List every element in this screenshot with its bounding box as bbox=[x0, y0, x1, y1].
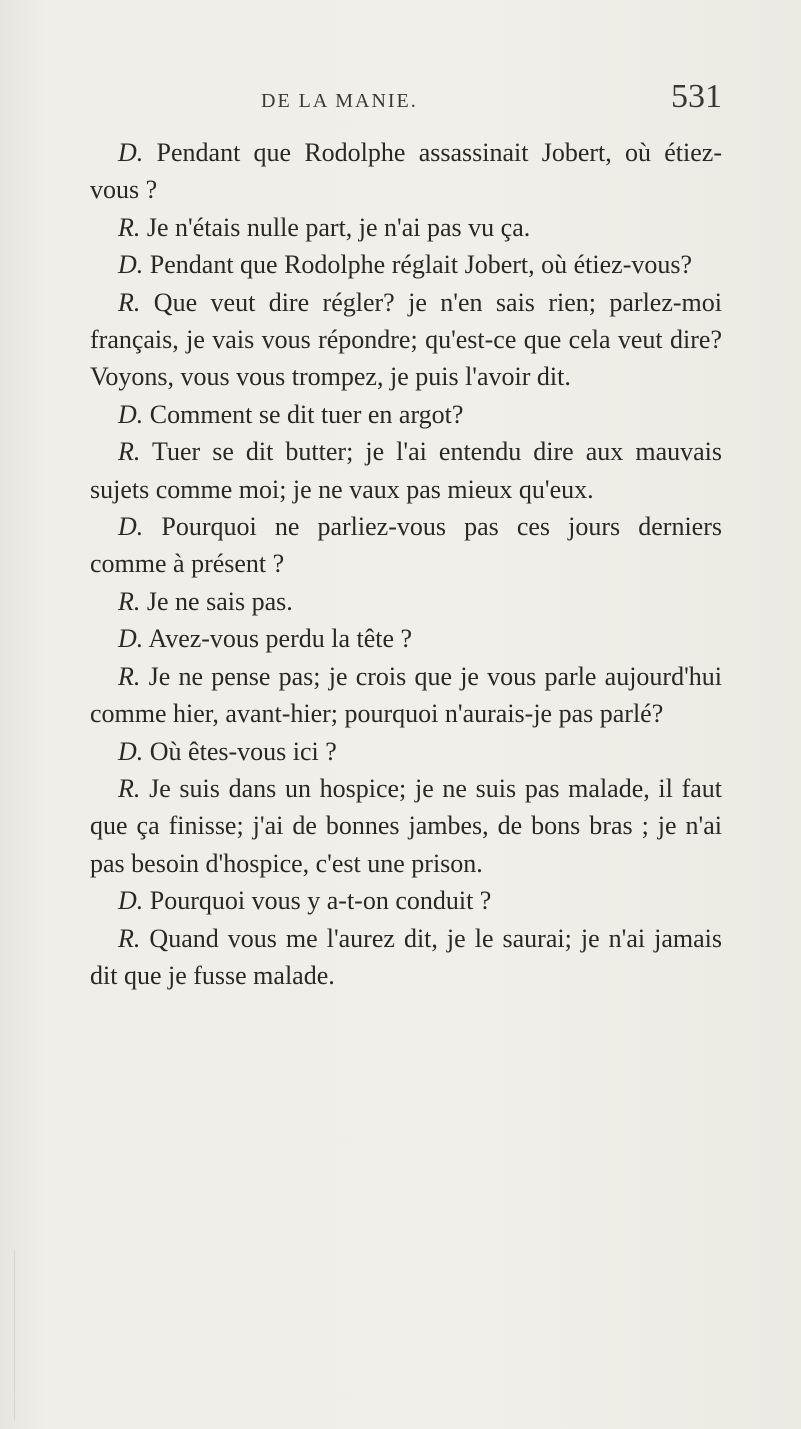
paragraph bbox=[90, 620, 722, 657]
page-number: 531 bbox=[671, 78, 722, 115]
paragraph-text: Comment se dit tuer en argot? bbox=[143, 399, 464, 429]
paragraph bbox=[90, 920, 722, 995]
paragraph bbox=[90, 246, 722, 283]
paragraph-text: Quand vous me l'aurez dit, je le saurai; je n'ai jamais dit que je fusse malade. bbox=[90, 923, 722, 990]
page-header bbox=[90, 78, 722, 128]
paragraph-text: Pendant que Rodolphe assassinait Jobert, où étiez-vous ? bbox=[90, 138, 722, 205]
speaker-label: D. bbox=[118, 736, 144, 766]
body-text bbox=[90, 134, 722, 994]
speaker-label: D. bbox=[118, 138, 144, 167]
paragraph bbox=[90, 583, 722, 620]
speaker-label: D. bbox=[118, 250, 144, 280]
speaker-label: R. bbox=[118, 212, 141, 242]
paragraph bbox=[90, 396, 722, 433]
paragraph bbox=[90, 508, 722, 583]
speaker-label: R. bbox=[118, 923, 141, 953]
speaker-label: D. bbox=[118, 512, 144, 542]
speaker-label: R. bbox=[118, 773, 141, 803]
paragraph-text: Tuer se dit butter; je l'ai entendu dire aux mauvais sujets comme moi; je ne vaux pas mieux qu'eux. bbox=[90, 437, 722, 504]
paragraph-text: Où êtes-vous ici ? bbox=[143, 736, 337, 766]
paragraph-text: Pourquoi vous y a-t-on conduit ? bbox=[143, 886, 492, 916]
paragraph-text: Que veut dire régler? je n'en sais rien; parlez-moi français, je vais vous répondre; qu'est-ce que cela veut dire? Voyons, vous vous trompez, je puis l'avoir dit. bbox=[90, 287, 722, 392]
paragraph-text: Pendant que Rodolphe réglait Jobert, où étiez-vous? bbox=[143, 250, 693, 280]
paragraph bbox=[90, 433, 722, 508]
paragraph-text: Je suis dans un hospice; je ne suis pas malade, il faut que ça finisse; j'ai de bonnes jambes, de bons bras ; je n'ai pas besoin d'hospice, c'est une prison. bbox=[90, 773, 722, 878]
paragraph-text: Pourquoi ne parliez-vous pas ces jours derniers comme à présent ? bbox=[90, 512, 722, 579]
paragraph bbox=[90, 134, 722, 209]
running-head: DE LA MANIE. bbox=[261, 90, 418, 112]
paragraph-text: Avez-vous perdu la tête ? bbox=[143, 624, 413, 654]
speaker-label: D. bbox=[118, 399, 144, 429]
paragraph-text: Je ne sais pas. bbox=[140, 586, 293, 616]
speaker-label: D. bbox=[118, 624, 144, 654]
paragraph bbox=[90, 658, 722, 733]
paragraph bbox=[90, 770, 722, 882]
speaker-label: R. bbox=[118, 661, 141, 691]
paragraph bbox=[90, 733, 722, 770]
speaker-label: R. bbox=[118, 287, 141, 317]
paragraph bbox=[90, 209, 722, 246]
paragraph bbox=[90, 284, 722, 396]
speaker-label: D. bbox=[118, 886, 144, 916]
paragraph-text: Je ne pense pas; je crois que je vous parle aujourd'hui comme hier, avant-hier; pourquoi n'aurais-je pas parlé? bbox=[90, 661, 722, 729]
speaker-label: R. bbox=[118, 586, 141, 616]
paragraph-text: Je n'étais nulle part, je n'ai pas vu ça. bbox=[140, 212, 531, 242]
page-edge-shadow bbox=[14, 1250, 15, 1420]
speaker-label: R. bbox=[118, 437, 141, 467]
paragraph bbox=[90, 882, 722, 919]
